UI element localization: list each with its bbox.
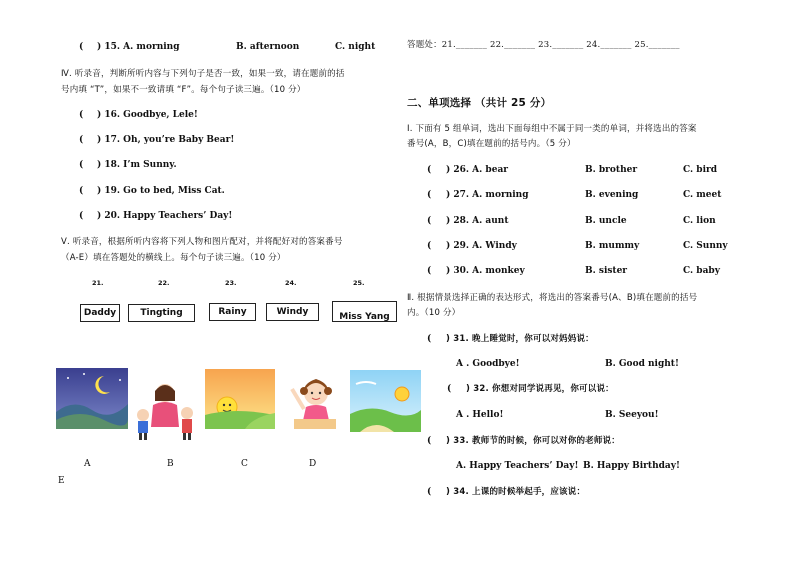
section1-instruction-line2: 番号(A，B，C)填在题前的括号内。（5 分） [407, 139, 576, 149]
q27-option-b: B. evening [585, 190, 639, 200]
q29-option-a: ) 29. A. Windy [446, 241, 517, 251]
q26-option-c: C. bird [683, 165, 718, 175]
picture-e-windy-landscape [350, 370, 421, 432]
q30-option-b: B. sister [585, 266, 628, 276]
answer-paren[interactable]: ( [427, 216, 432, 226]
picture-label-d: D [309, 459, 317, 469]
q20: ) 20. Happy Teachers’ Day! [97, 211, 233, 221]
q33-option-b: B. Happy Birthday! [583, 461, 680, 471]
answer-paren[interactable]: ( [427, 190, 432, 200]
match-number-23: 23. [225, 279, 237, 287]
answer-paren[interactable]: ( [79, 160, 84, 170]
q28-option-c: C. lion [683, 216, 716, 226]
q15-option-b: B. afternoon [236, 42, 300, 52]
picture-label-e: E [58, 476, 65, 486]
picture-a-night-moon [56, 368, 128, 429]
match-number-22: 22. [158, 279, 170, 287]
q30-option-a: ) 30. A. monkey [446, 266, 525, 276]
q28-option-a: ) 28. A. aunt [446, 216, 509, 226]
q18: ) 18. I’m Sunny. [97, 160, 177, 170]
section2-instruction-line1: Ⅱ. 根据情景选择正确的表达形式，将选出的答案番号(A、B)填在题前的括号 [407, 293, 698, 303]
name-box-windy: Windy [266, 303, 319, 321]
name-box-miss-yang: Miss Yang [332, 301, 397, 322]
picture-c-sunny-sun [205, 369, 275, 429]
q30-option-c: C. baby [683, 266, 720, 276]
q31-option-a: A . Goodbye! [456, 359, 520, 369]
q31-option-b: B. Good night! [605, 359, 679, 369]
answer-paren[interactable]: ( [79, 42, 84, 52]
answer-paren[interactable]: ( [427, 266, 432, 276]
q15-option-a: ) 15. A. morning [97, 42, 180, 52]
section4-instruction-line2: 号内填 “T”，如果不一致请填 “F”。每个句子读三遍。（10 分） [61, 85, 306, 95]
q26-option-a: ) 26. A. bear [446, 165, 509, 175]
section5-instruction-line2: （A-E）填在答题处的横线上。每个句子读三遍。（10 分） [61, 253, 286, 263]
match-number-21: 21. [92, 279, 104, 287]
q26-option-b: B. brother [585, 165, 638, 175]
section4-instruction-line1: Ⅳ. 听录音，判断所听内容与下列句子是否一致，如果一致，请在题前的括 [61, 69, 345, 79]
answer-paren[interactable]: ( [427, 487, 432, 497]
q15-option-c: C. night [335, 42, 376, 52]
picture-label-b: B [167, 459, 174, 469]
section2-title: 二、单项选择 （共计 25 分） [407, 97, 552, 109]
answer-paren[interactable]: ( [427, 436, 432, 446]
q28-option-b: B. uncle [585, 216, 627, 226]
q32-question: ) 32. 你想对同学说再见，你可以说： [466, 384, 614, 394]
q33-option-a: A. Happy Teachers’ Day! [456, 461, 579, 471]
answer-paren[interactable]: ( [79, 211, 84, 221]
match-number-25: 25. [353, 279, 365, 287]
q34-question: ) 34. 上课的时候举起手，应该说： [446, 487, 586, 497]
answer-area[interactable]: 答题处：21._______ 22._______ 23._______ 24._______ 25._______ [407, 40, 680, 50]
answer-paren[interactable]: ( [427, 334, 432, 344]
answer-paren[interactable]: ( [79, 186, 84, 196]
name-box-tingting: Tingting [128, 304, 195, 322]
picture-b-mother-children [129, 379, 201, 442]
section5-instruction-line1: Ⅴ. 听录音，根据所听内容将下列人物和图片配对，并将配好对的答案番号 [61, 237, 343, 247]
q32-option-b: B. Seeyou! [605, 410, 659, 420]
q29-option-b: B. mummy [585, 241, 640, 251]
q19: ) 19. Go to bed, Miss Cat. [97, 186, 225, 196]
answer-paren[interactable]: ( [427, 241, 432, 251]
name-box-daddy: Daddy [80, 304, 120, 322]
picture-label-a: A [84, 459, 91, 469]
section1-instruction-line1: Ⅰ. 下面有 5 组单词，选出下面每组中不属于同一类的单词，并将选出的答案 [407, 124, 697, 134]
q29-option-c: C. Sunny [683, 241, 728, 251]
answer-paren[interactable]: ( [447, 384, 452, 394]
answer-paren[interactable]: ( [427, 165, 432, 175]
name-box-rainy: Rainy [209, 303, 256, 321]
match-number-24: 24. [285, 279, 297, 287]
q17: ) 17. Oh, you’re Baby Bear! [97, 135, 235, 145]
q32-option-a: A . Hello! [456, 410, 504, 420]
q16: ) 16. Goodbye, Lele! [97, 110, 198, 120]
q31-question: ) 31. 晚上睡觉时，你可以对妈妈说： [446, 334, 594, 344]
picture-label-c: C [241, 459, 248, 469]
q33-question: ) 33. 教师节的时候，你可以对你的老师说： [446, 436, 620, 446]
answer-paren[interactable]: ( [79, 110, 84, 120]
picture-d-girl-waving [284, 369, 344, 429]
section2-instruction-line2: 内。（10 分） [407, 308, 461, 318]
q27-option-c: C. meet [683, 190, 722, 200]
q27-option-a: ) 27. A. morning [446, 190, 529, 200]
answer-paren[interactable]: ( [79, 135, 84, 145]
